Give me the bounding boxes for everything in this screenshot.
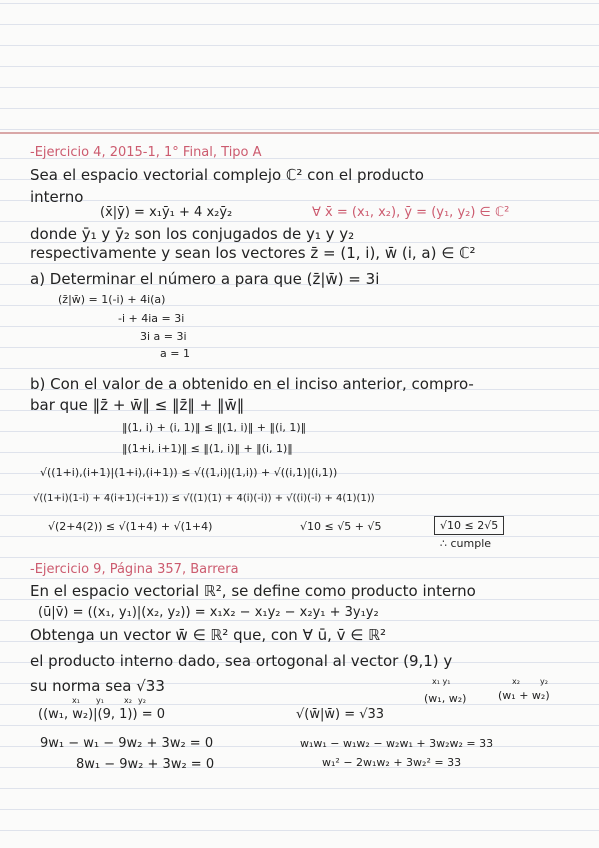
ex2-sub-x1-y1: x₁ y₁ — [432, 677, 451, 686]
ex1-part-a: a) Determinar el número a para que (z̄|w̄) = 3i — [30, 270, 380, 288]
ex2-norm-pair: (w₁, w₂) — [424, 692, 467, 705]
ex1-b-step-5-mid: √10 ≤ √5 + √5 — [300, 520, 382, 533]
ex1-part-b-line-2: bar que ‖z̄ + w̄‖ ≤ ‖z̄‖ + ‖w̄‖ — [30, 396, 245, 414]
ex2-statement-line-4: el producto interno dado, sea ortogonal al vector (9,1) y — [30, 652, 453, 670]
ex2-norm-equation-1: w₁w₁ − w₁w₂ − w₂w₁ + 3w₂w₂ = 33 — [300, 737, 494, 750]
ex1-result-box: √10 ≤ 2√5 — [434, 516, 504, 535]
ex2-sub-y1: y₁ — [96, 696, 104, 705]
top-margin-line — [0, 132, 599, 134]
ex1-part-b-line-1: b) Con el valor de a obtenido en el inciso anterior, compro- — [30, 375, 474, 393]
ex2-sub-x2-b: x₂ — [512, 677, 520, 686]
ex1-statement-line-4: respectivamente y sean los vectores z̄ = (1, i), w̄ (i, a) ∈ ℂ² — [30, 244, 476, 262]
ex2-norm-equation-2: w₁² − 2w₁w₂ + 3w₂² = 33 — [322, 756, 462, 769]
ex1-b-step-3: √((1+i),(i+1)|(1+i),(i+1)) ≤ √((1,i)|(1,i)) + √((i,1)|(i,1)) — [40, 466, 338, 479]
ex2-norm-pair-2: (w₁ + w₂) — [498, 689, 550, 702]
ex1-b-step-2: ‖(1+i, i+1)‖ ≤ ‖(1, i)‖ + ‖(i, 1)‖ — [122, 442, 293, 455]
ex2-statement-line-3: Obtenga un vector w̄ ∈ ℝ² que, con ∀ ū, v̄ ∈ ℝ² — [30, 626, 387, 644]
ex2-sub-y2-b: y₂ — [540, 677, 548, 686]
exercise-1-title: -Ejercicio 4, 2015-1, 1° Final, Tipo A — [30, 145, 262, 160]
ex1-for-all: ∀ x̄ = (x₁, x₂), ȳ = (y₁, y₂) ∈ ℂ² — [312, 205, 510, 220]
ex1-b-step-1: ‖(1, i) + (i, 1)‖ ≤ ‖(1, i)‖ + ‖(i, 1)‖ — [122, 421, 307, 434]
ex2-equation-2: 8w₁ − 9w₂ + 3w₂ = 0 — [76, 757, 215, 772]
ex2-statement-line-5: su norma sea √33 — [30, 677, 165, 695]
ex1-statement-line-3: donde ȳ₁ y ȳ₂ son los conjugados de y₁ y y₂ — [30, 225, 355, 243]
ex2-statement-line-1: En el espacio vectorial ℝ², se define como producto interno — [30, 582, 476, 600]
ex1-b-step-5-left: √(2+4(2)) ≤ √(1+4) + √(1+4) — [48, 520, 213, 533]
exercise-2-title: -Ejercicio 9, Página 357, Barrera — [30, 562, 239, 577]
ex1-conclusion-note: ∴ cumple — [440, 537, 492, 550]
ex2-sub-x2: x₂ — [124, 696, 132, 705]
ex1-statement-line-2: interno — [30, 188, 84, 206]
ex1-statement-line-1: Sea el espacio vectorial complejo ℂ² con el producto — [30, 166, 424, 184]
ex2-sub-y2: y₂ — [138, 696, 146, 705]
ex2-sub-x1: x₁ — [72, 696, 80, 705]
ex1-a-step-1: (z̄|w̄) = 1(-i) + 4i(a) — [58, 293, 166, 306]
ex2-norm-condition: √(w̄|w̄) = √33 — [296, 707, 385, 722]
ex2-equation-1: 9w₁ − w₁ − 9w₂ + 3w₂ = 0 — [40, 736, 214, 751]
ex1-b-step-4: √((1+i)(1-i) + 4(i+1)(-i+1)) ≤ √((1)(1) + 4(i)(-i)) + √((i)(-i) + 4(1)(1)) — [33, 493, 375, 504]
ex1-product-definition: (x̄|ȳ) = x₁ȳ₁ + 4 x₂ȳ₂ — [100, 205, 233, 220]
ex2-orthogonality-condition: ((w₁, w₂)|(9, 1)) = 0 — [38, 707, 165, 722]
ex2-statement-line-2: (ū|v̄) = ((x₁, y₁)|(x₂, y₂)) = x₁x₂ − x₁y₂ − x₂y₁ + 3y₁y₂ — [38, 605, 379, 620]
ex1-a-step-3: 3i a = 3i — [140, 330, 187, 343]
ex1-a-step-4: a = 1 — [160, 347, 190, 360]
ex1-a-step-2: -i + 4ia = 3i — [118, 312, 185, 325]
